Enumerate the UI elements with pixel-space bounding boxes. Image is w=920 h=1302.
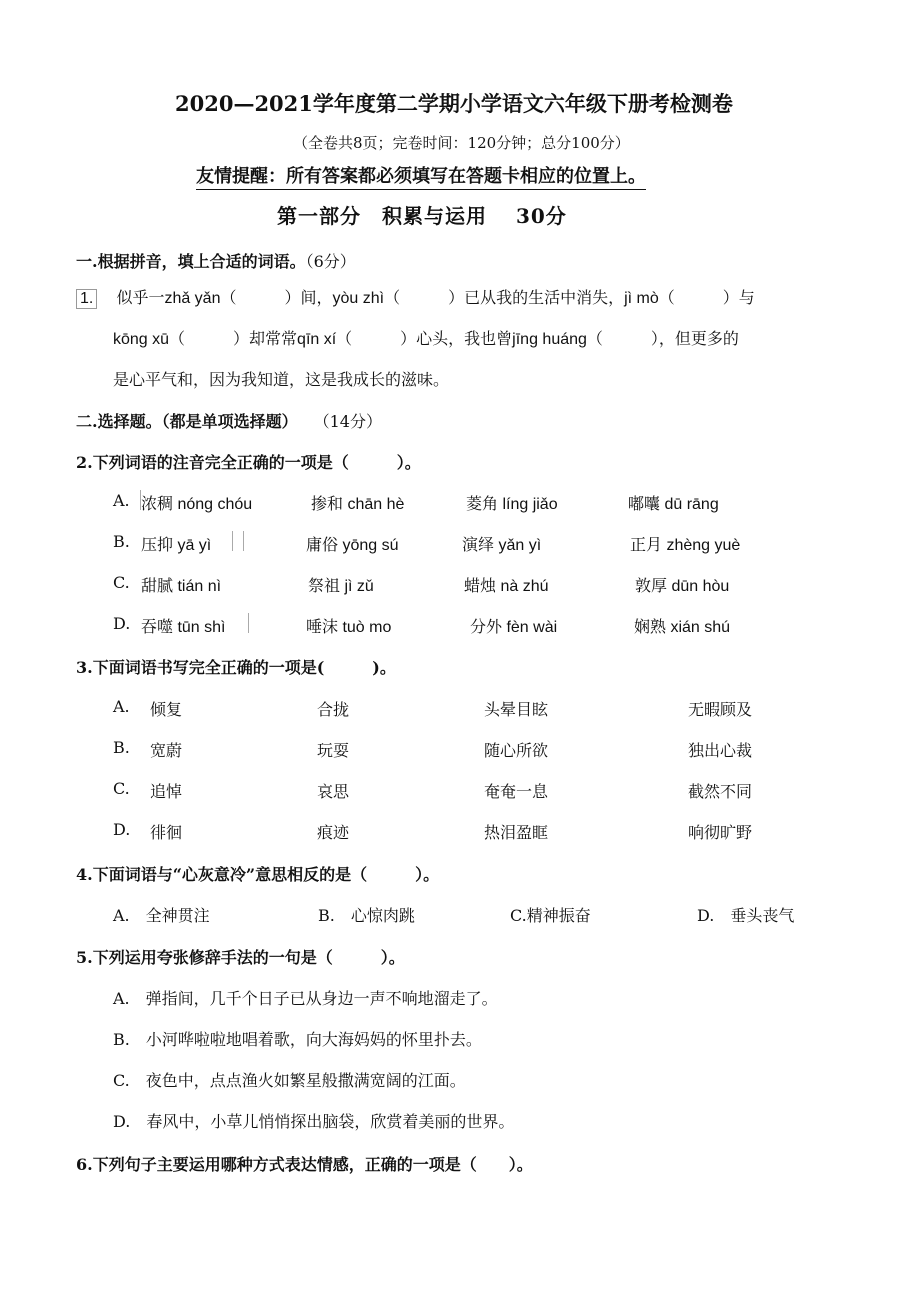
section-heading-1-text: 一.根据拼音，填上合适的词语。 [76,252,306,271]
q4-option-b: B. 心惊肉跳 [318,906,415,925]
q1-line-2: kōng xū（ ）却常常qīn xí（ ）心头，我也曾jīng huáng（ ），但更多的 [113,331,739,348]
q2-option-d-item-2: 唾沫 tuò mo [306,619,392,636]
q2-option-a-label: A. [113,491,130,510]
scan-mark [248,613,249,633]
q3-option-b-item-4: 独出心裁 [688,741,753,760]
q5-option-c: C. 夜色中，点点渔火如繁星般撒满宽阔的江面。 [113,1071,466,1090]
q3-option-d-label: D. [113,820,131,839]
q2-option-a-item-4: 嘟囔 dū rāng [628,496,719,513]
reminder-text: 友情提醒：所有答案都必须填写在答题卡相应的位置上。 [196,162,646,190]
q3-option-a-item-1: 倾复 [150,700,183,719]
q4-stem: 4.下面词语与“心灰意冷”意思相反的是（ ）。 [76,865,440,884]
q5-stem: 5.下列运用夸张修辞手法的一句是（ ）。 [76,948,405,967]
part-title: 第一部分 积累与运用 30分 [277,204,567,228]
q3-option-d-item-3: 热泪盈眶 [484,823,549,842]
q2-option-b-item-4: 正月 zhèng yuè [630,537,741,554]
q3-option-b-label: B. [113,738,130,757]
q3-option-c-item-3: 奄奄一息 [484,782,549,801]
q4-option-c: C.精神振奋 [510,906,591,925]
q6-stem: 6.下列句子主要运用哪种方式表达情感，正确的一项是（ ）。 [76,1155,533,1174]
q3-option-a-item-3: 头晕目眩 [484,700,549,719]
q4-option-a: A. 全神贯注 [113,906,210,925]
q1-line-3: 是心平气和，因为我知道，这是我成长的滋味。 [113,370,450,389]
q2-option-d-item-1: 吞噬 tūn shì [141,619,226,636]
q2-option-a-item-2: 掺和 chān hè [311,496,405,513]
q3-option-c-item-4: 截然不同 [688,782,753,801]
q2-option-c-item-3: 蜡烛 nà zhú [464,578,549,595]
q5-option-b: B. 小河哗啦啦地唱着歌，向大海妈妈的怀里扑去。 [113,1030,482,1049]
q3-option-d-item-2: 痕迹 [317,823,350,842]
section-heading-2-points: （14分） [321,412,382,431]
q3-option-c-item-1: 追悼 [150,782,183,801]
q1-line-1-text: 似乎一zhǎ yǎn（ ）间，yòu zhì（ ）已从我的生活中消失，jì mò（ ）与 [116,290,755,307]
q2-option-b-item-1: 压抑 yā yì [141,537,212,554]
q2-option-c-item-1: 甜腻 tián nì [141,578,222,595]
q3-option-a-item-4: 无暇顾及 [688,700,753,719]
q3-option-b-item-2: 玩耍 [317,741,350,760]
exam-subtitle: （全卷共8页；完卷时间：120分钟；总分100分） [293,134,630,152]
q2-stem: 2.下列词语的注音完全正确的一项是（ ）。 [76,453,421,472]
q5-option-d: D. 春风中，小草儿悄悄探出脑袋，欣赏着美丽的世界。 [113,1112,515,1131]
q3-option-d-item-1: 徘徊 [150,823,183,842]
section-heading-2-text: 二.选择题。（都是单项选择题） [76,412,298,431]
q2-option-d-item-4: 娴熟 xián shú [634,619,731,636]
exam-title: 2020—2021学年度第二学期小学语文六年级下册考检测卷 [175,91,733,116]
q5-option-a: A. 弹指间，几千个日子已从身边一声不响地溜走了。 [113,989,498,1008]
q2-option-c-item-4: 敦厚 dūn hòu [635,578,730,595]
q3-option-a-label: A. [113,697,130,716]
q2-option-a-item-1: 浓稠 nóng chóu [141,496,253,513]
q2-option-c-label: C. [113,573,130,592]
section-heading-1 [76,249,356,272]
q3-option-b-item-3: 随心所欲 [484,741,549,760]
scan-mark [232,531,233,551]
q3-option-d-item-4: 响彻旷野 [688,823,753,842]
q3-option-a-item-2: 合拢 [317,700,350,719]
scan-mark [140,490,141,510]
q3-stem: 3.下面词语书写完全正确的一项是( )。 [76,658,396,677]
q2-option-c-item-2: 祭祖 jì zǔ [308,578,374,595]
q2-option-b-item-3: 演绎 yǎn yì [462,537,542,554]
q2-option-b-label: B. [113,532,130,551]
q3-option-c-label: C. [113,779,130,798]
q3-option-c-item-2: 哀思 [317,782,350,801]
question-number: 1. [76,289,97,309]
q2-option-d-item-3: 分外 fèn wài [470,619,558,636]
section-heading-1-points: （6分） [305,252,356,271]
q1-line-1 [76,285,755,309]
q3-option-b-item-1: 宽蔚 [150,741,183,760]
q2-option-a-item-3: 菱角 líng jiǎo [466,496,558,513]
q4-option-d: D. 垂头丧气 [697,906,795,925]
q2-option-b-item-2: 庸俗 yōng sú [306,537,399,554]
section-heading-2 [76,409,382,432]
scan-mark [243,531,244,551]
q2-option-d-label: D. [113,614,131,633]
